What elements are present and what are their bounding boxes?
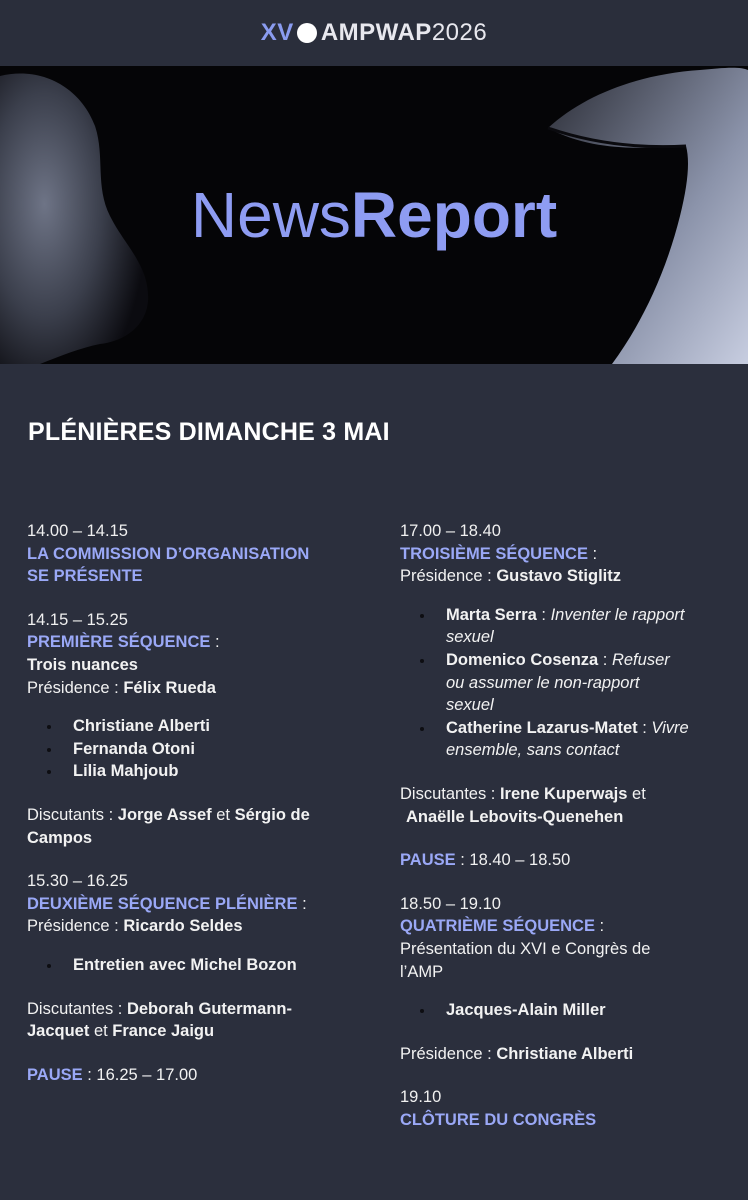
list-item: Entretien avec Michel Bozon: [73, 954, 367, 977]
presidence-name: Félix Rueda: [123, 678, 216, 697]
discussant-name: Irene Kuperwajs: [499, 784, 628, 803]
title-suffix: :: [594, 917, 605, 936]
talk-title-cont: sexuel: [446, 696, 494, 715]
discussants-label: Discutants :: [27, 805, 118, 824]
discussant-name: Deborah Gutermann-: [126, 999, 292, 1018]
title-suffix: :: [587, 544, 598, 563]
logo-ampwap: AMPWAP: [320, 19, 432, 46]
session-time: 14.15 – 15.25: [27, 610, 128, 629]
presidence-name: Christiane Alberti: [496, 1044, 634, 1063]
speaker-sep: :: [598, 650, 612, 669]
session-block: [27, 520, 367, 588]
talk-title-cont: ensemble, sans contact: [446, 741, 620, 760]
list-item: Jacques-Alain Miller: [446, 999, 730, 1022]
discussant-name-cont: Jacquet: [27, 1022, 90, 1041]
logo-dot-icon: [297, 23, 317, 43]
presidence-name: Gustavo Stiglitz: [496, 567, 621, 586]
title-suffix: :: [210, 633, 220, 652]
session-title: PREMIÈRE SÉQUENCE: [27, 633, 211, 652]
list-item: Christiane Alberti: [73, 715, 367, 738]
logo-year: 2026: [431, 19, 488, 46]
list-item: [446, 717, 730, 762]
session-title: CLÔTURE DU CONGRÈS: [400, 1110, 597, 1129]
presidence-label: Présidence :: [27, 917, 124, 936]
session-time: 19.10: [400, 1088, 442, 1107]
speaker-name: Catherine Lazarus-Matet: [446, 718, 638, 737]
talk-title: Refuser: [611, 650, 670, 669]
discussant-name: Jorge Assef: [117, 805, 212, 824]
session-block: [400, 893, 730, 1066]
logo-xv: XV: [260, 19, 294, 46]
session-block: [27, 609, 367, 849]
session-time: 15.30 – 16.25: [27, 872, 128, 891]
talk-title-cont: ou assumer le non-rapport: [446, 673, 640, 692]
pause-sep: :: [455, 851, 470, 870]
pause-time: 16.25 – 17.00: [96, 1065, 198, 1084]
speaker-name: Domenico Cosenza: [446, 650, 599, 669]
discussant-and: et: [627, 784, 646, 803]
speaker-name: Marta Serra: [446, 605, 537, 624]
speaker-list: [27, 715, 367, 783]
discussant-name-cont: Campos: [27, 828, 93, 847]
list-item: Fernanda Otoni: [73, 738, 367, 761]
speaker-list: [400, 999, 730, 1022]
presidence-label: Présidence :: [27, 678, 124, 697]
page-title: PLÉNIÈRES DIMANCHE 3 MAI: [28, 418, 390, 446]
pause-block: [27, 1064, 367, 1087]
title-news: News: [190, 179, 351, 251]
discussants-label: Discutantes :: [27, 999, 127, 1018]
speaker-list: [27, 954, 367, 977]
session-time: 18.50 – 19.10: [400, 894, 501, 913]
session-block: [27, 870, 367, 1043]
left-column: [27, 520, 367, 1107]
talk-title-cont: sexuel: [446, 628, 494, 647]
pause-block: [400, 849, 730, 872]
speaker-list: [400, 604, 730, 762]
title-suffix: :: [297, 894, 307, 913]
session-time: 14.00 – 14.15: [27, 522, 128, 540]
discussant-and: et: [89, 1022, 113, 1041]
talk-title: Vivre: [651, 718, 689, 737]
discussant-name: Anaëlle Lebovits-Quenehen: [406, 807, 624, 826]
discussant-and: et: [211, 805, 235, 824]
session-title: LA COMMISSION D’ORGANISATION: [27, 544, 310, 563]
list-item: Lilia Mahjoub: [73, 760, 367, 783]
list-item: [446, 649, 730, 717]
newsreport-banner: [0, 66, 748, 364]
session-title: QUATRIÈME SÉQUENCE: [400, 917, 595, 936]
discussant-name: Sérgio de: [234, 805, 310, 824]
discussants-label: Discutantes :: [400, 784, 500, 803]
newsreport-title: [0, 178, 748, 252]
session-block: [400, 1086, 730, 1131]
ampwap-logo: [261, 19, 487, 47]
session-time: 17.00 – 18.40: [400, 522, 501, 540]
pause-label: PAUSE: [400, 851, 456, 870]
top-bar: [0, 0, 748, 66]
session-subtitle: Trois nuances: [27, 655, 138, 674]
speaker-sep: :: [637, 718, 652, 737]
session-title-cont: SE PRÉSENTE: [27, 567, 143, 586]
talk-title: Inventer le rapport: [550, 605, 685, 624]
pause-sep: :: [82, 1065, 97, 1084]
presidence-label: Présidence :: [400, 1044, 497, 1063]
presidence-label: Présidence :: [400, 567, 497, 586]
session-block: [400, 520, 730, 828]
session-description-cont: l’AMP: [400, 962, 444, 981]
session-title: TROISIÈME SÉQUENCE: [400, 544, 588, 563]
session-description: Présentation du XVI e Congrès de: [400, 939, 651, 958]
speaker-sep: :: [536, 605, 551, 624]
list-item: [446, 604, 730, 649]
session-title: DEUXIÈME SÉQUENCE PLÉNIÈRE: [27, 894, 298, 913]
presidence-name: Ricardo Seldes: [123, 917, 243, 936]
discussant-name: France Jaigu: [112, 1022, 215, 1041]
title-report: Report: [350, 179, 558, 251]
pause-label: PAUSE: [27, 1065, 83, 1084]
pause-time: 18.40 – 18.50: [469, 851, 571, 870]
right-column: [400, 520, 730, 1152]
